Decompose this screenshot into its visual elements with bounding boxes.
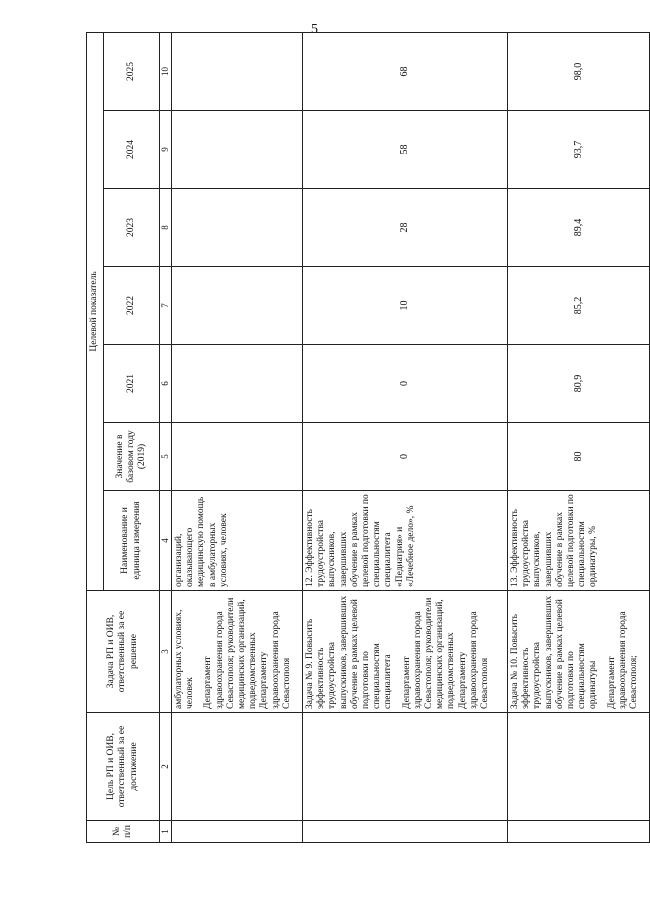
col-index: 10 [160,32,172,110]
task-text: Задача № 9. Повысить эффективность трудоустройства выпускников, завершивших обучение в рамках целевой подготовки по специальностям специалитета [305,595,394,709]
cell-2023: 89,4 [508,189,650,267]
task-text: амбулаторных условиях, человек [174,609,196,709]
header-year: 2025 [104,32,160,110]
header-row-1 [87,32,104,842]
task-responsible: Департамент здравоохранения города Севастополя; руководители медицинских организаций, подведомственных Департаменту здравоохранения города Севастополя [401,597,491,709]
rotated-table-wrapper [86,33,640,843]
cell-2025: 68 [303,32,508,110]
col-index: 1 [160,821,172,843]
col-index: 2 [160,713,172,821]
cell-2024 [172,111,303,189]
cell-2025: 98,0 [508,32,650,110]
col-index: 6 [160,345,172,423]
cell-no [508,821,650,843]
header-task: Задача РП и ОИВ, ответственный за ее решение [87,591,160,713]
cell-2022: 10 [303,267,508,345]
header-base-value: Значение в базовом году (2019) [104,423,160,491]
cell-base: 0 [303,423,508,491]
cell-indicator: 13. Эффективность трудоустройства выпускников, завершивших обучение в рамках целевой подготовки по специальностям ординатуры, % [508,491,650,591]
indicator-table [86,32,650,843]
cell-no [303,821,508,843]
col-index: 9 [160,111,172,189]
col-index: 7 [160,267,172,345]
col-index: 4 [160,491,172,591]
header-year: 2023 [104,189,160,267]
cell-2022 [172,267,303,345]
cell-2023: 28 [303,189,508,267]
task-text: Задача № 10. Повысить эффективность трудоустройства выпускников, завершивших обучение в рамках целевой подготовки по специальностям ординатуры [510,595,599,709]
cell-goal [303,713,508,821]
cell-goal [172,713,303,821]
table-row [172,32,303,842]
page-number: 5 [311,22,318,37]
table-row [303,32,508,842]
cell-base: 80 [508,423,650,491]
task-responsible: Департамент здравоохранения города Севастополя; руководители медицинских организаций, подведомственных Департаменту здравоохранения города Севастополя [203,597,292,709]
col-index: 8 [160,189,172,267]
header-year: 2022 [104,267,160,345]
header-year: 2021 [104,345,160,423]
cell-2021: 80,9 [508,345,650,423]
cell-2021: 0 [303,345,508,423]
col-index: 3 [160,591,172,713]
cell-2023 [172,189,303,267]
cell-2021 [172,345,303,423]
cell-2025 [172,32,303,110]
col-index: 5 [160,423,172,491]
cell-no [172,821,303,843]
column-index-row [160,32,172,842]
cell-base [172,423,303,491]
cell-2022: 85,2 [508,267,650,345]
header-year: 2024 [104,111,160,189]
cell-2024: 58 [303,111,508,189]
header-indicator-name: Наименование и единица измерения [104,491,160,591]
cell-indicator: организаций, оказывающего медицинскую помощь в амбулаторных условиях, человек [172,491,303,591]
cell-goal [508,713,650,821]
task-responsible: Департамент здравоохранения города Севастополя; [606,611,640,709]
cell-task [508,591,650,713]
header-goal: Цель РП и ОИВ, ответственный за ее достижение [87,713,160,821]
table-row [508,32,650,842]
cell-task [172,591,303,713]
header-target-indicator: Целевой показатель [87,32,104,590]
cell-task [303,591,508,713]
header-no: № п/п [87,821,160,843]
cell-indicator: 12. Эффективность трудоустройства выпускников, завершивших обучение в рамках целевой подготовки по специальностям специалитета «Педиатрия» и «Лечебное дело», % [303,491,508,591]
cell-2024: 93,7 [508,111,650,189]
